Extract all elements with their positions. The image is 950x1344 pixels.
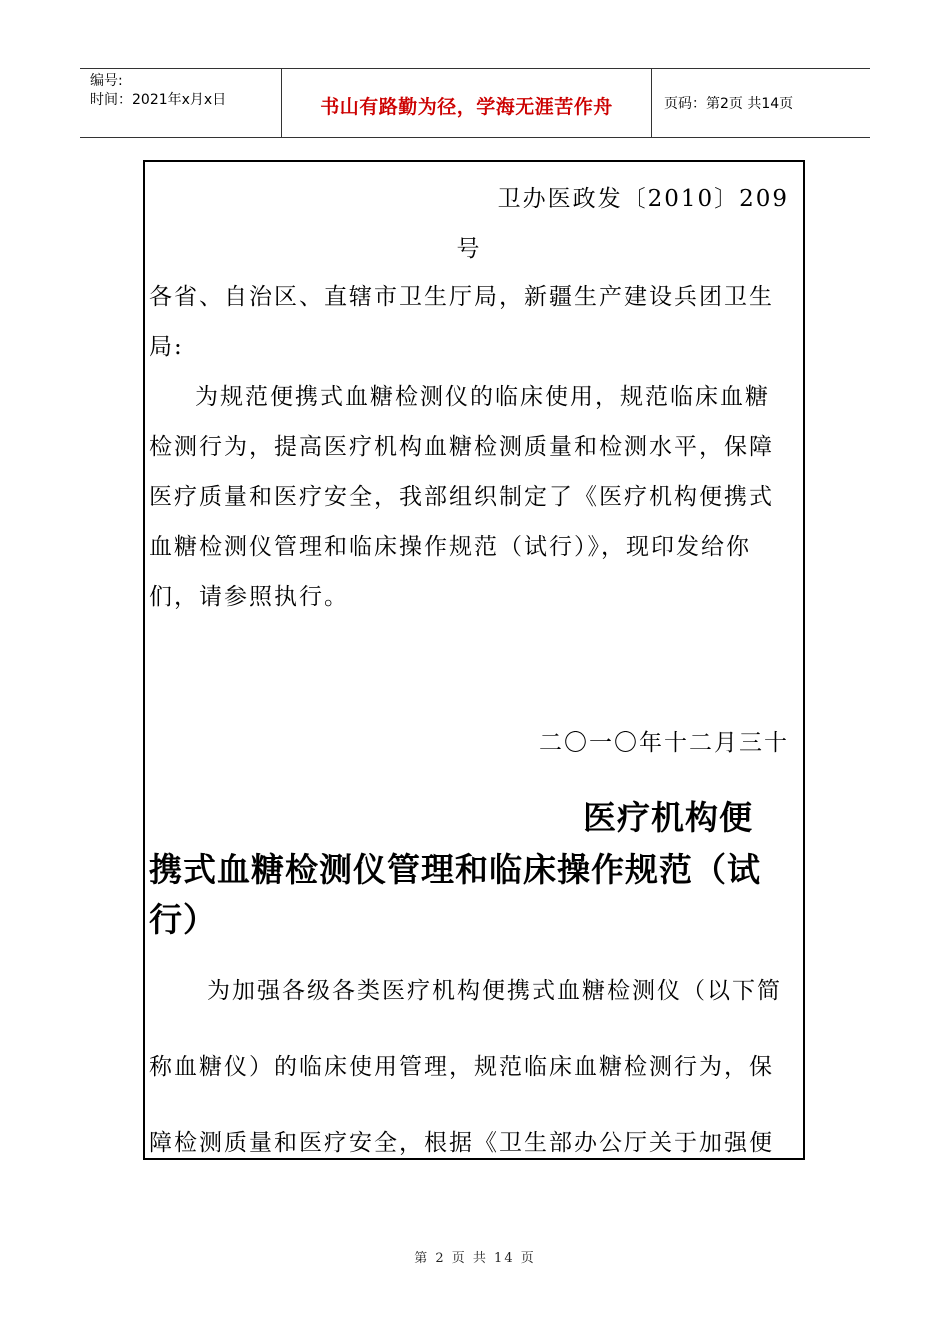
header-meta xyxy=(80,69,282,137)
spec-title-line-1: 医疗机构便 xyxy=(583,798,753,837)
motto-text: 书山有路勤为径，学海无涯苦作舟 xyxy=(320,95,613,118)
page-header xyxy=(80,68,870,138)
recipients-line-1: 各省、自治区、直辖市卫生厅局，新疆生产建设兵团卫生 xyxy=(149,284,774,310)
notice-body-line-3: 医疗质量和医疗安全，我部组织制定了《医疗机构便携式 xyxy=(149,484,774,510)
notice-body-line-4: 血糖检测仪管理和临床操作规范（试行）》，现印发给你 xyxy=(149,534,751,560)
time-label: 时间：2021年x月x日 xyxy=(90,92,227,108)
spec-title-line-2: 携式血糖检测仪管理和临床操作规范（试 xyxy=(149,850,761,889)
content-box xyxy=(143,160,805,1160)
spec-para-line-3: 障检测质量和医疗安全，根据《卫生部办公厅关于加强便 xyxy=(149,1130,774,1156)
notice-date: 二〇一〇年十二月三十 xyxy=(539,730,789,756)
doc-number-cont: 号 xyxy=(456,236,482,262)
notice-body-line-5: 们，请参照执行。 xyxy=(149,584,349,610)
page-footer: 第 2 页 共 14 页 xyxy=(414,1251,536,1266)
header-motto-cell xyxy=(282,69,652,137)
notice-body-line-1: 为规范便携式血糖检测仪的临床使用，规范临床血糖 xyxy=(195,384,770,410)
notice-body-line-2: 检测行为，提高医疗机构血糖检测质量和检测水平，保障 xyxy=(149,434,774,460)
header-page-cell xyxy=(652,69,870,137)
recipients-line-2: 局: xyxy=(149,334,184,360)
doc-number: 卫办医政发〔2010〕209 xyxy=(497,186,789,212)
spec-title-line-3: 行） xyxy=(149,900,217,939)
spec-para-line-2: 称血糖仪）的临床使用管理，规范临床血糖检测行为，保 xyxy=(149,1054,774,1080)
page-label: 页码：第2页 共14页 xyxy=(664,96,794,112)
number-label: 编号: xyxy=(90,73,123,89)
spec-para-line-1: 为加强各级各类医疗机构便携式血糖检测仪（以下简 xyxy=(207,978,782,1004)
